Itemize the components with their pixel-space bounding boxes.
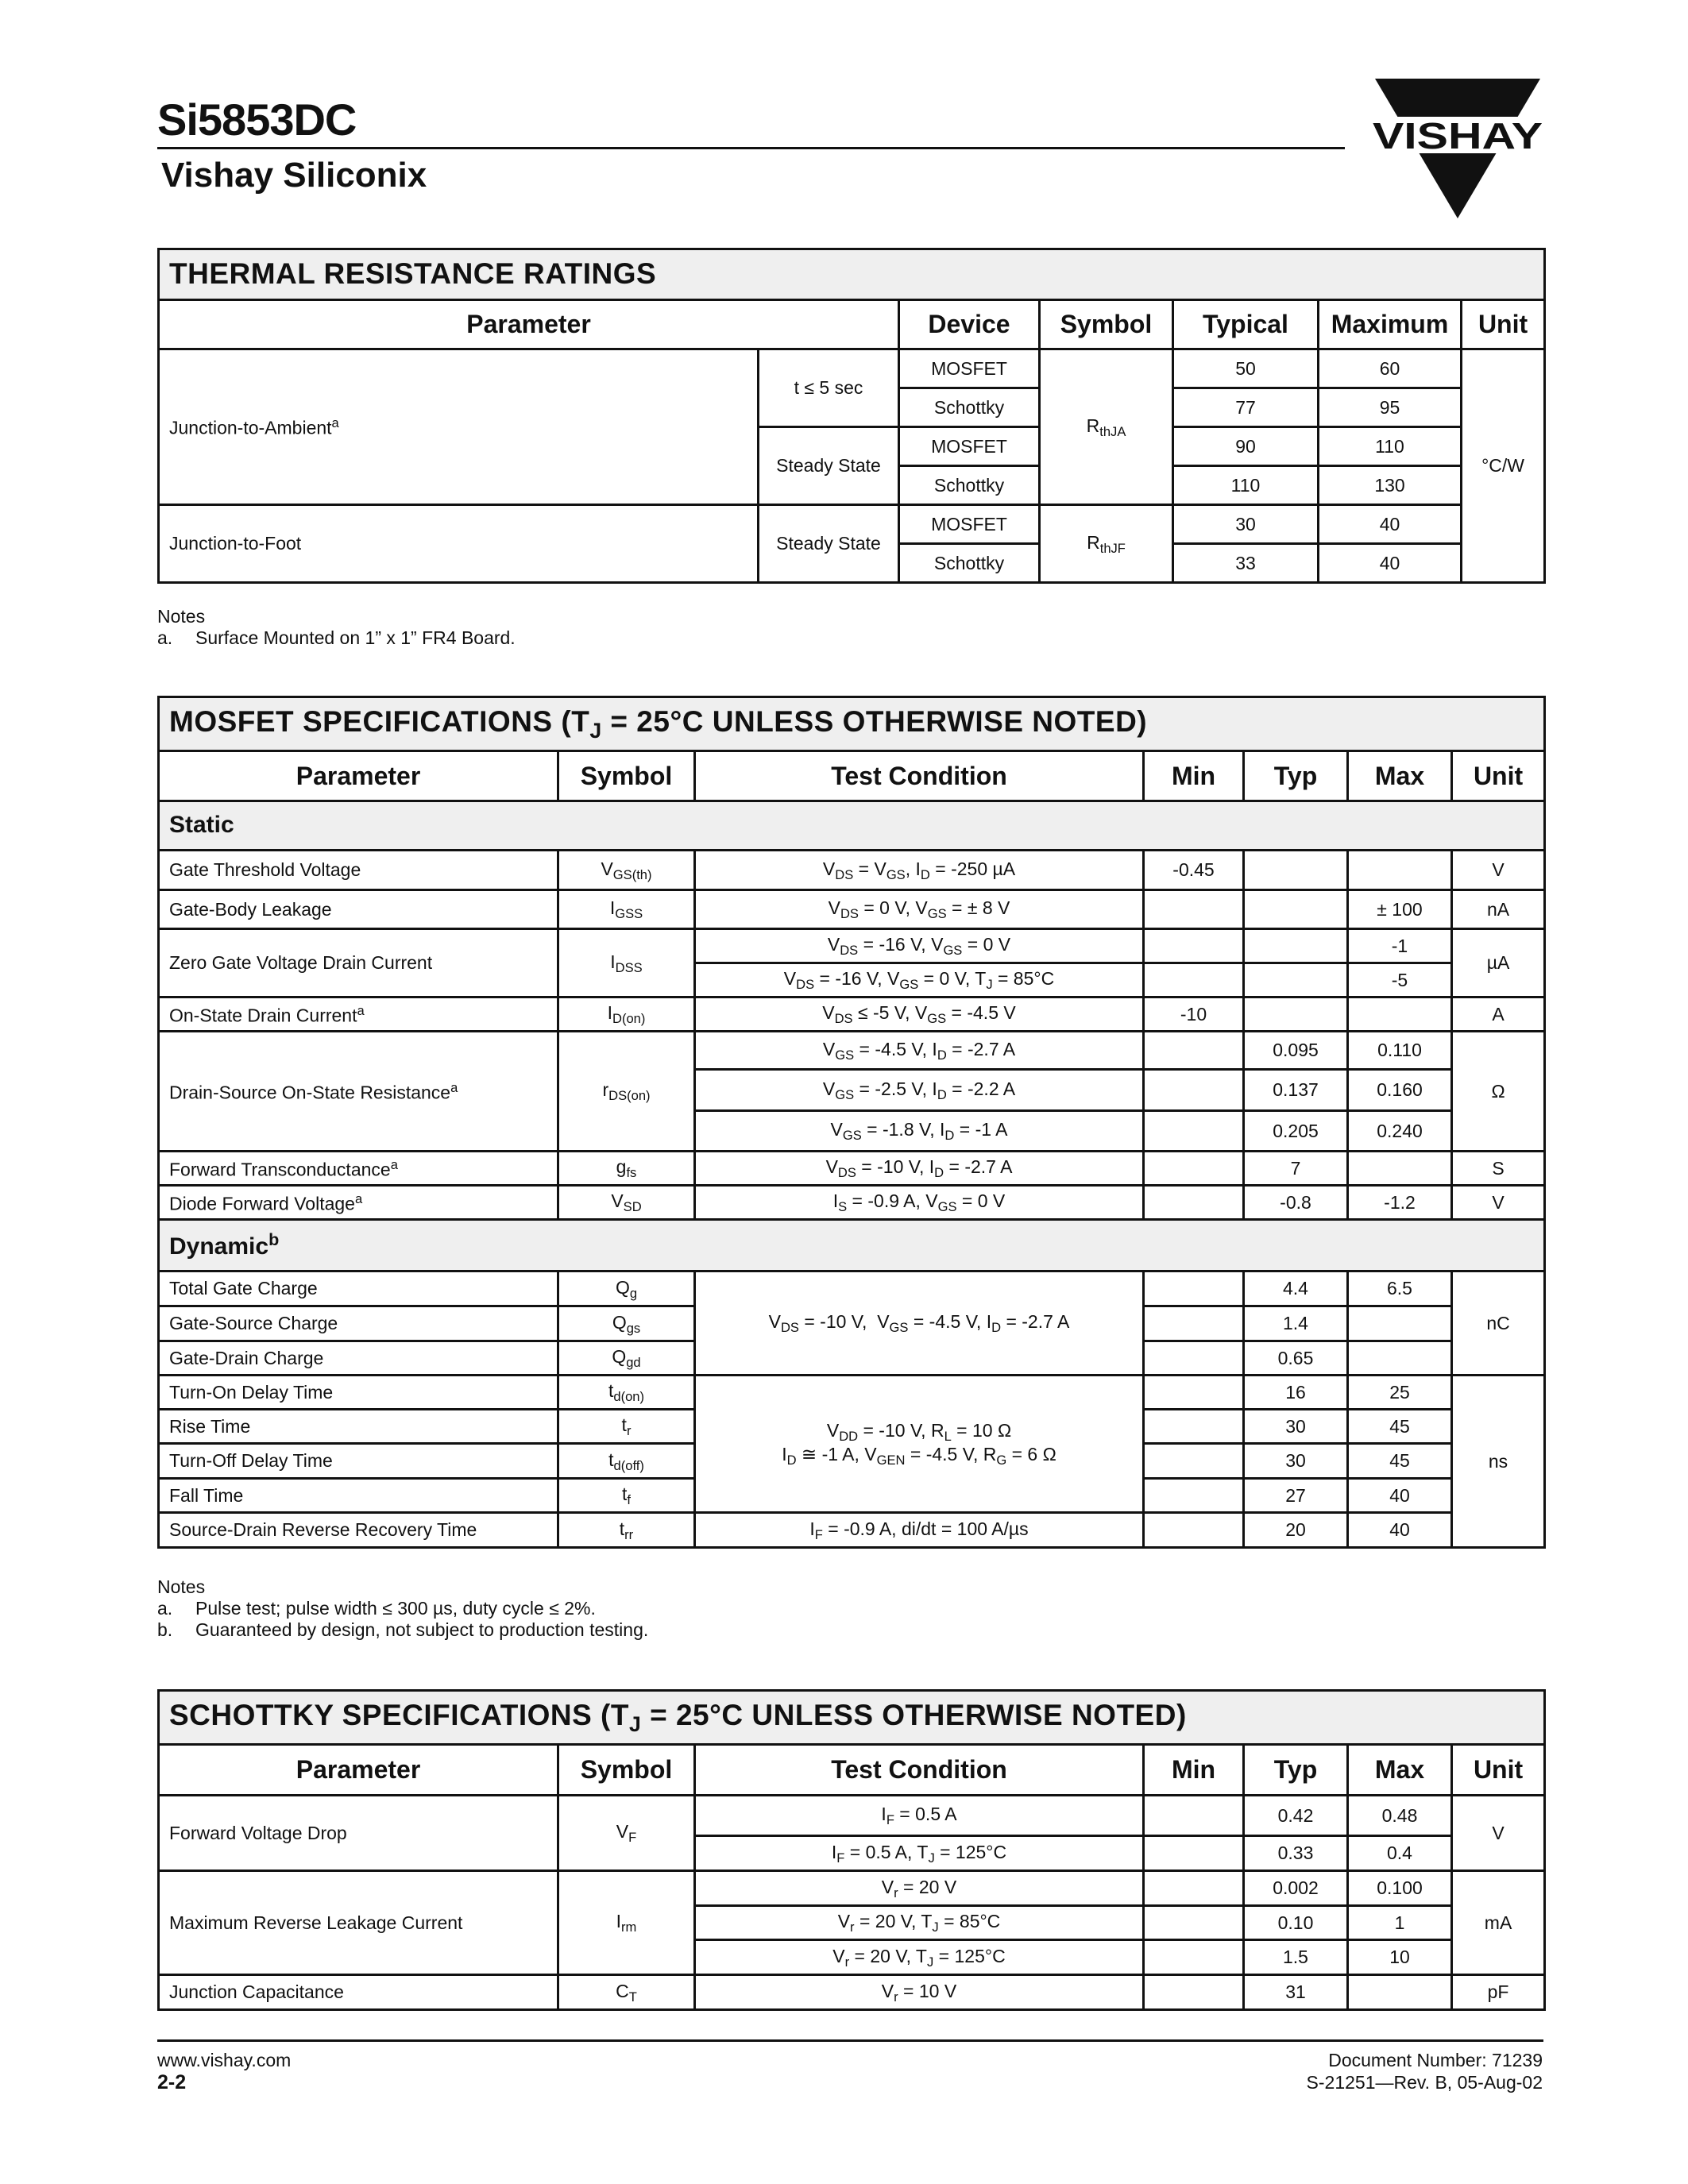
min-cell — [1144, 1271, 1244, 1306]
mosfet-specifications-table — [157, 696, 1546, 1549]
unit-cell: V — [1452, 1796, 1545, 1871]
typ-cell: 27 — [1244, 1479, 1348, 1513]
symbol-qg: $Q_g$ — [558, 1271, 695, 1306]
max-cell: 25 — [1348, 1376, 1452, 1410]
test-condition: $V_{GS} = -1.8$ V, $I_D = -1$ A — [695, 1111, 1144, 1152]
max-cell: 40 — [1348, 1513, 1452, 1548]
thermal-notes — [157, 606, 516, 649]
note-a: a. Pulse test; pulse width ≤ 300 µs, duty cycle ≤ 2%. — [157, 1598, 596, 1619]
symbol-qgd: $Q_{gd}$ — [558, 1341, 695, 1376]
min-cell — [1144, 1341, 1244, 1376]
unit-cell: ns — [1452, 1376, 1545, 1548]
maximum-cell: 130 — [1319, 466, 1462, 505]
symbol-td-on: $t_{d(on)}$ — [558, 1376, 695, 1410]
test-condition: $V_{GS} = -2.5$ V, $I_D = -2.2$ A — [695, 1070, 1144, 1111]
min-cell — [1144, 1070, 1244, 1111]
max-cell — [1348, 1975, 1452, 2010]
page-number: 2-2 — [157, 2071, 187, 2093]
symbol-vgs-th: $V_{GS(th)}$ — [558, 851, 695, 890]
min-cell — [1144, 1111, 1244, 1152]
typical-cell: 50 — [1173, 349, 1319, 388]
min-cell — [1144, 1513, 1244, 1548]
max-cell — [1348, 1341, 1452, 1376]
symbol-qgs: $Q_{gs}$ — [558, 1306, 695, 1341]
unit-cell: pF — [1452, 1975, 1545, 2010]
col-test-condition: Test Condition — [695, 751, 1144, 801]
min-cell — [1144, 1152, 1244, 1186]
typ-cell: 30 — [1244, 1410, 1348, 1444]
typical-cell: 33 — [1173, 544, 1319, 583]
footer-left — [157, 2049, 291, 2093]
symbol-rds-on: $r_{DS(on)}$ — [558, 1032, 695, 1152]
max-cell — [1348, 1306, 1452, 1341]
max-cell: 0.240 — [1348, 1111, 1452, 1152]
device-cell: Schottky — [899, 466, 1040, 505]
col-symbol: Symbol — [1040, 300, 1173, 349]
test-condition: $I_F = -0.9$ A, di/dt = 100 A/µs — [695, 1513, 1144, 1548]
max-cell: 10 — [1348, 1940, 1452, 1975]
typ-cell: 0.137 — [1244, 1070, 1348, 1111]
unit-cell: V — [1452, 851, 1545, 890]
max-cell — [1348, 1152, 1452, 1186]
footer-url[interactable]: www.vishay.com — [157, 2050, 292, 2070]
schottky-specifications-table — [157, 1689, 1546, 2011]
min-cell — [1144, 1836, 1244, 1871]
symbol-rthjf: $R_{thJF}$ — [1040, 505, 1173, 583]
min-cell — [1144, 1444, 1244, 1479]
test-condition: $I_F = 0.5$ A — [695, 1796, 1144, 1836]
typ-cell: 0.65 — [1244, 1341, 1348, 1376]
thermal-resistance-table — [157, 248, 1546, 584]
maximum-cell: 40 — [1319, 505, 1462, 544]
col-maximum: Maximum — [1319, 300, 1462, 349]
device-cell: MOSFET — [899, 349, 1040, 388]
max-cell: ± 100 — [1348, 890, 1452, 929]
param-reverse-recovery-time: Source-Drain Reverse Recovery Time — [159, 1513, 558, 1548]
max-cell: 45 — [1348, 1410, 1452, 1444]
typical-cell: 90 — [1173, 427, 1319, 466]
junction-ambient-label: Junction-to-Ambient$^a$ — [159, 349, 759, 505]
symbol-ct: $C_T$ — [558, 1975, 695, 2010]
min-cell — [1144, 1975, 1244, 2010]
col-device: Device — [899, 300, 1040, 349]
maximum-cell: 60 — [1319, 349, 1462, 388]
note-a: a. Surface Mounted on 1” x 1” FR4 Board. — [157, 627, 516, 648]
max-cell: 1 — [1348, 1906, 1452, 1940]
min-cell: -0.45 — [1144, 851, 1244, 890]
typical-cell: 30 — [1173, 505, 1319, 544]
unit-cell: V — [1452, 1186, 1545, 1220]
param-gate-threshold-voltage: Gate Threshold Voltage — [159, 851, 558, 890]
col-unit: Unit — [1462, 300, 1545, 349]
col-symbol: Symbol — [558, 751, 695, 801]
maximum-cell: 110 — [1319, 427, 1462, 466]
max-cell — [1348, 851, 1452, 890]
device-cell: Schottky — [899, 544, 1040, 583]
mosfet-title: MOSFET SPECIFICATIONS ($T_J = 25^\circ C$ UNLESS OTHERWISE NOTED) — [159, 697, 1545, 751]
thermal-unit: °C/W — [1462, 349, 1545, 583]
symbol-vsd: $V_{SD}$ — [558, 1186, 695, 1220]
test-condition: $V_r = 20$ V, $T_J = 125^\circ C$ — [695, 1940, 1144, 1975]
col-typical: Typical — [1173, 300, 1319, 349]
typ-cell: 1.5 — [1244, 1940, 1348, 1975]
param-turn-on-delay-time: Turn-On Delay Time — [159, 1376, 558, 1410]
param-gate-source-charge: Gate-Source Charge — [159, 1306, 558, 1341]
typ-cell: 0.42 — [1244, 1796, 1348, 1836]
typ-cell — [1244, 890, 1348, 929]
col-symbol: Symbol — [558, 1745, 695, 1796]
revision-info: S-21251—Rev. B, 05-Aug-02 — [1306, 2072, 1543, 2093]
dynamic-group-label: Dynamic$^b$ — [159, 1220, 1545, 1271]
param-max-reverse-leakage-current: Maximum Reverse Leakage Current — [159, 1871, 558, 1975]
col-test-condition: Test Condition — [695, 1745, 1144, 1796]
max-cell: 6.5 — [1348, 1271, 1452, 1306]
min-cell — [1144, 1479, 1244, 1513]
min-cell — [1144, 1796, 1244, 1836]
device-cell: MOSFET — [899, 505, 1040, 544]
param-forward-transconductance: Forward Transconductance$^a$ — [159, 1152, 558, 1186]
min-cell — [1144, 890, 1244, 929]
min-cell — [1144, 1186, 1244, 1220]
typ-cell: 7 — [1244, 1152, 1348, 1186]
min-cell — [1144, 1376, 1244, 1410]
max-cell: -1 — [1348, 929, 1452, 963]
param-junction-capacitance: Junction Capacitance — [159, 1975, 558, 2010]
test-condition: $V_r = 20$ V, $T_J = 85^\circ C$ — [695, 1906, 1144, 1940]
param-drain-source-on-resistance: Drain-Source On-State Resistance$^a$ — [159, 1032, 558, 1152]
col-parameter: Parameter — [159, 300, 899, 349]
param-diode-forward-voltage: Diode Forward Voltage$^a$ — [159, 1186, 558, 1220]
param-fall-time: Fall Time — [159, 1479, 558, 1513]
col-parameter: Parameter — [159, 751, 558, 801]
mosfet-notes — [157, 1576, 648, 1641]
col-typ: Typ — [1244, 751, 1348, 801]
test-condition: $V_{DS} = -16$ V, $V_{GS} = 0$ V, $T_J = 85^\circ C$ — [695, 963, 1144, 997]
typ-cell: 20 — [1244, 1513, 1348, 1548]
param-on-state-drain-current: On-State Drain Current$^a$ — [159, 997, 558, 1032]
test-condition: $V_{GS} = -4.5$ V, $I_D = -2.7$ A — [695, 1032, 1144, 1070]
max-cell: 0.100 — [1348, 1871, 1452, 1906]
test-condition: $V_{DS} = 0$ V, $V_{GS}$ = ± 8 V — [695, 890, 1144, 929]
symbol-idss: $I_{DSS}$ — [558, 929, 695, 997]
col-unit: Unit — [1452, 751, 1545, 801]
schottky-title: SCHOTTKY SPECIFICATIONS ($T_J = 25^\circ C$ UNLESS OTHERWISE NOTED) — [159, 1691, 1545, 1745]
test-condition: $V_{DD} = -10$ V, $R_L = 10$ Ω $I_D$ ≅ -1 A, $V_{GEN} = -4.5$ V, $R_G = 6$ Ω — [695, 1376, 1144, 1513]
typ-cell — [1244, 963, 1348, 997]
symbol-td-off: $t_{d(off)}$ — [558, 1444, 695, 1479]
device-cell: MOSFET — [899, 427, 1040, 466]
vishay-logo — [1370, 75, 1545, 222]
min-cell — [1144, 1871, 1244, 1906]
footer-right — [1307, 2049, 1543, 2093]
symbol-rthja: $R_{thJA}$ — [1040, 349, 1173, 505]
param-forward-voltage-drop: Forward Voltage Drop — [159, 1796, 558, 1871]
min-cell — [1144, 963, 1244, 997]
max-cell: 0.110 — [1348, 1032, 1452, 1070]
symbol-tr: $t_r$ — [558, 1410, 695, 1444]
symbol-irm: $I_{rm}$ — [558, 1871, 695, 1975]
symbol-trr: $t_{rr}$ — [558, 1513, 695, 1548]
min-cell — [1144, 1940, 1244, 1975]
param-gate-drain-charge: Gate-Drain Charge — [159, 1341, 558, 1376]
symbol-gfs: $g_{fs}$ — [558, 1152, 695, 1186]
condition-steady-state-foot: Steady State — [759, 505, 899, 583]
note-b: b. Guaranteed by design, not subject to production testing. — [157, 1619, 649, 1640]
unit-cell: nA — [1452, 890, 1545, 929]
min-cell — [1144, 1906, 1244, 1940]
param-turn-off-delay-time: Turn-Off Delay Time — [159, 1444, 558, 1479]
col-max: Max — [1348, 751, 1452, 801]
device-cell: Schottky — [899, 388, 1040, 427]
test-condition: $V_{DS} = -10$ V, $I_D = -2.7$ A — [695, 1152, 1144, 1186]
symbol-id-on: $I_{D(on)}$ — [558, 997, 695, 1032]
logo-text: VISHAY — [1373, 115, 1543, 156]
junction-foot-label: Junction-to-Foot — [159, 505, 759, 583]
maximum-cell: 40 — [1319, 544, 1462, 583]
company-name: Vishay Siliconix — [161, 156, 427, 195]
param-rise-time: Rise Time — [159, 1410, 558, 1444]
col-min: Min — [1144, 1745, 1244, 1796]
symbol-igss: $I_{GSS}$ — [558, 890, 695, 929]
condition-t5: t ≤ 5 sec — [759, 349, 899, 427]
unit-cell: Ω — [1452, 1032, 1545, 1152]
symbol-vf: $V_F$ — [558, 1796, 695, 1871]
min-cell: -10 — [1144, 997, 1244, 1032]
symbol-tf: $t_f$ — [558, 1479, 695, 1513]
test-condition: $V_{DS} = -10$ V, $V_{GS} = -4.5$ V, $I_D = -2.7$ A — [695, 1271, 1144, 1376]
header-rule — [157, 147, 1345, 149]
test-condition: $V_{DS} \le -5$ V, $V_{GS} = -4.5$ V — [695, 997, 1144, 1032]
max-cell — [1348, 997, 1452, 1032]
col-min: Min — [1144, 751, 1244, 801]
param-gate-body-leakage: Gate-Body Leakage — [159, 890, 558, 929]
typ-cell: 0.002 — [1244, 1871, 1348, 1906]
param-zero-gate-voltage-drain-current: Zero Gate Voltage Drain Current — [159, 929, 558, 997]
col-parameter: Parameter — [159, 1745, 558, 1796]
unit-cell: µA — [1452, 929, 1545, 997]
typ-cell: 16 — [1244, 1376, 1348, 1410]
notes-heading: Notes — [157, 1576, 206, 1597]
typ-cell: 0.095 — [1244, 1032, 1348, 1070]
typ-cell: 1.4 — [1244, 1306, 1348, 1341]
condition-steady-state: Steady State — [759, 427, 899, 505]
unit-cell: S — [1452, 1152, 1545, 1186]
max-cell: 0.160 — [1348, 1070, 1452, 1111]
typical-cell: 77 — [1173, 388, 1319, 427]
unit-cell: nC — [1452, 1271, 1545, 1376]
thermal-title: THERMAL RESISTANCE RATINGS — [159, 249, 1545, 300]
maximum-cell: 95 — [1319, 388, 1462, 427]
typ-cell: 4.4 — [1244, 1271, 1348, 1306]
test-condition: $V_{DS} = -16$ V, $V_{GS} = 0$ V — [695, 929, 1144, 963]
typ-cell: 0.10 — [1244, 1906, 1348, 1940]
typ-cell — [1244, 997, 1348, 1032]
notes-heading: Notes — [157, 606, 206, 627]
param-total-gate-charge: Total Gate Charge — [159, 1271, 558, 1306]
typ-cell — [1244, 929, 1348, 963]
min-cell — [1144, 1410, 1244, 1444]
typ-cell: 0.205 — [1244, 1111, 1348, 1152]
col-typ: Typ — [1244, 1745, 1348, 1796]
col-unit: Unit — [1452, 1745, 1545, 1796]
footer-rule — [157, 2039, 1543, 2042]
typ-cell — [1244, 851, 1348, 890]
max-cell: 45 — [1348, 1444, 1452, 1479]
max-cell: 40 — [1348, 1479, 1452, 1513]
typ-cell: 31 — [1244, 1975, 1348, 2010]
test-condition: $V_r = 10$ V — [695, 1975, 1144, 2010]
document-number: Document Number: 71239 — [1328, 2050, 1543, 2070]
static-group-label: Static — [159, 801, 1545, 851]
test-condition: $I_S = -0.9$ A, $V_{GS} = 0$ V — [695, 1186, 1144, 1220]
max-cell: 0.48 — [1348, 1796, 1452, 1836]
col-max: Max — [1348, 1745, 1452, 1796]
typ-cell: -0.8 — [1244, 1186, 1348, 1220]
test-condition: $I_F = 0.5$ A, $T_J = 125^\circ C$ — [695, 1836, 1144, 1871]
typ-cell: 0.33 — [1244, 1836, 1348, 1871]
typ-cell: 30 — [1244, 1444, 1348, 1479]
page-title: Si5853DC — [157, 95, 357, 145]
min-cell — [1144, 1032, 1244, 1070]
typical-cell: 110 — [1173, 466, 1319, 505]
unit-cell: mA — [1452, 1871, 1545, 1975]
test-condition: $V_r = 20$ V — [695, 1871, 1144, 1906]
min-cell — [1144, 929, 1244, 963]
max-cell: 0.4 — [1348, 1836, 1452, 1871]
test-condition: $V_{DS} = V_{GS}$, $I_D = -250$ µA — [695, 851, 1144, 890]
min-cell — [1144, 1306, 1244, 1341]
max-cell: -1.2 — [1348, 1186, 1452, 1220]
unit-cell: A — [1452, 997, 1545, 1032]
max-cell: -5 — [1348, 963, 1452, 997]
